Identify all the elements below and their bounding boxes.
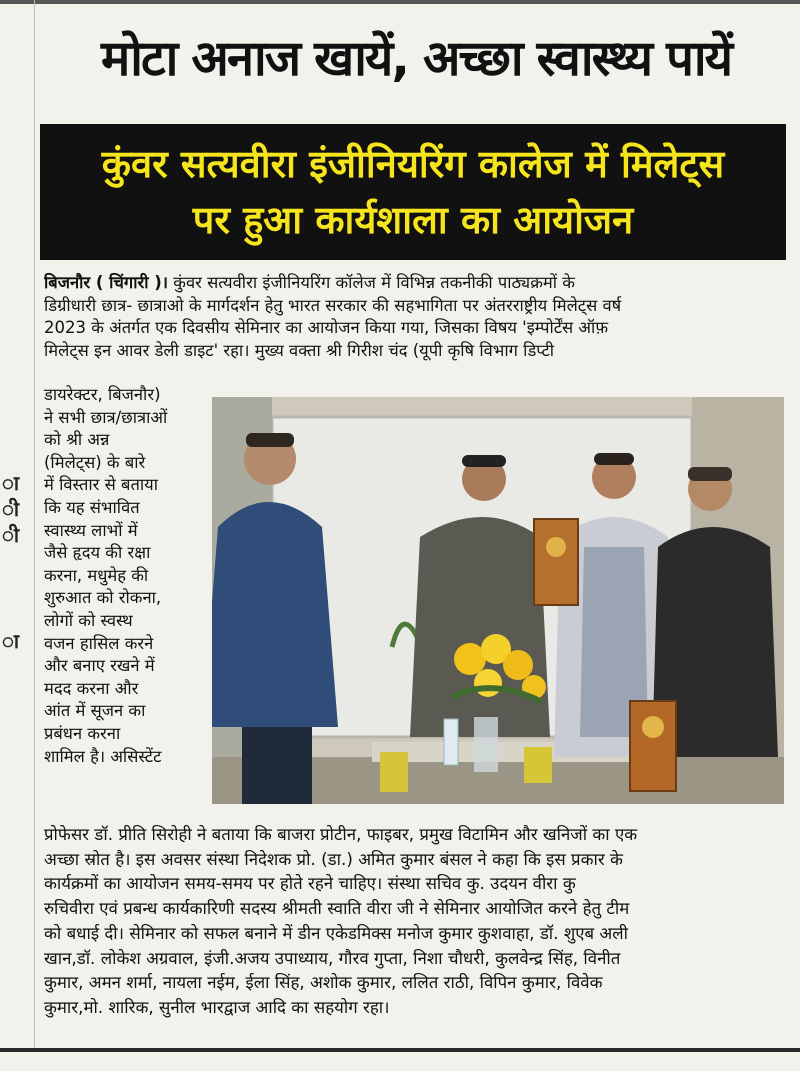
article-lead <box>44 272 788 362</box>
article-line: कार्यक्रमों का आयोजन समय-समय पर होते रहने चाहिए। संस्था सचिव कु. उदयन वीरा कु <box>44 873 576 894</box>
left-fragment-3: ी <box>2 523 20 547</box>
article-line: कि यह संभावित <box>44 497 140 517</box>
article-line: वजन हासिल करने <box>44 633 154 653</box>
left-fragment-4: ा <box>2 629 20 653</box>
article-side-column <box>44 384 214 768</box>
article-line: को बधाई दी। सेमिनार को सफल बनाने में डीन एकेडमिक्स मनोज कुमार कुशवाहा, डॉ. शुएब अली <box>44 922 628 943</box>
article-line: 2023 के अंतर्गत एक दिवसीय सेमिनार का आयोजन किया गया, जिसका विषय 'इम्पोर्टेंस ऑफ़ <box>44 318 609 338</box>
article-line: डायरेक्टर, बिजनौर) <box>44 385 161 404</box>
article-line: खान,डॉ. लोकेश अग्रवाल, इंजी.अजय उपाध्याय, गौरव गुप्ता, निशा चौधरी, कुलवेन्द्र सिंह, विनीत <box>44 947 621 968</box>
article-line: करना, मधुमेह की <box>44 565 149 585</box>
article-line: शुरुआत को रोकना, <box>44 588 162 608</box>
article-line: स्वास्थ्य लाभों में <box>44 520 138 540</box>
bottom-rule <box>0 1048 800 1052</box>
subheadline-line-2: पर हुआ कार्यशाला का आयोजन <box>192 198 634 242</box>
article-line: कुमार,मो. शारिक, सुनील भारद्वाज आदि का सहयोग रहा। <box>44 996 390 1017</box>
article-line: लोगों को स्वस्थ <box>44 610 133 630</box>
left-fragment-1: ा <box>2 471 20 495</box>
adjacent-column-fragment <box>0 0 35 1048</box>
top-rule <box>0 0 800 4</box>
headline: मोटा अनाज खायें, अच्छा स्वास्थ्य पायें <box>100 30 732 87</box>
article-line: (मिलेट्स) के बारे <box>44 452 146 472</box>
article-line: प्रबंधन करना <box>44 723 121 743</box>
article-line: ने सभी छात्र/छात्राओं <box>44 407 168 427</box>
article-line: कुमार, अमन शर्मा, नायला नईम, ईला सिंह, अशोक कुमार, ललित राठी, विपिन कुमार, विवेक <box>44 972 603 993</box>
article-line: अच्छा स्रोत है। इस अवसर संस्था निदेशक प्रो. (डा.) अमित कुमार बंसल ने कहा कि इस प्रकार के <box>44 848 623 869</box>
article-line: में विस्तार से बताया <box>44 475 158 495</box>
article-line: और बनाए रखने में <box>44 656 155 676</box>
subheadline-box <box>40 124 786 260</box>
article-line: मिलेट्स इन आवर डेली डाइट' रहा। मुख्य वक्ता श्री गिरीश चंद (यूपी कृषि विभाग डिप्टी <box>44 340 555 360</box>
article-line: प्रोफेसर डॉ. प्रीति सिरोही ने बताया कि बाजरा प्रोटीन, फाइबर, प्रमुख विटामिन और खनिजों का एक <box>44 824 638 844</box>
article-line: जैसे हृदय की रक्षा <box>44 543 151 563</box>
article-line: आंत में सूजन का <box>44 701 146 721</box>
article-line: बिजनौर ( चिंगारी )। कुंवर सत्यवीरा इंजीनियरिंग कॉलेज में विभिन्न तकनीकी पाठ्यक्रमों के <box>44 273 575 292</box>
article-line: को श्री अन्न <box>44 430 110 450</box>
article-line: शामिल है। असिस्टेंट <box>44 746 162 766</box>
event-photo <box>212 397 784 804</box>
left-fragment-2: ी <box>2 497 20 521</box>
article-closing <box>44 822 788 1020</box>
article-line: डिग्रीधारी छात्र- छात्राओ के मार्गदर्शन हेतु भारत सरकार की सहभागिता पर अंतरराष्ट्रीय मिलेट्स वर्ष <box>44 295 622 315</box>
dateline: बिजनौर ( चिंगारी )। <box>44 273 169 292</box>
article-line: रुचिवीरा एवं प्रबन्ध कार्यकारिणी सदस्य श्रीमती स्वाति वीरा जी ने सेमिनार आयोजित करने हेतु टीम <box>44 898 630 919</box>
subheadline-line-1: कुंवर सत्यवीरा इंजीनियरिंग कालेज में मिलेट्स <box>101 142 725 186</box>
article-line: मदद करना और <box>44 678 139 698</box>
